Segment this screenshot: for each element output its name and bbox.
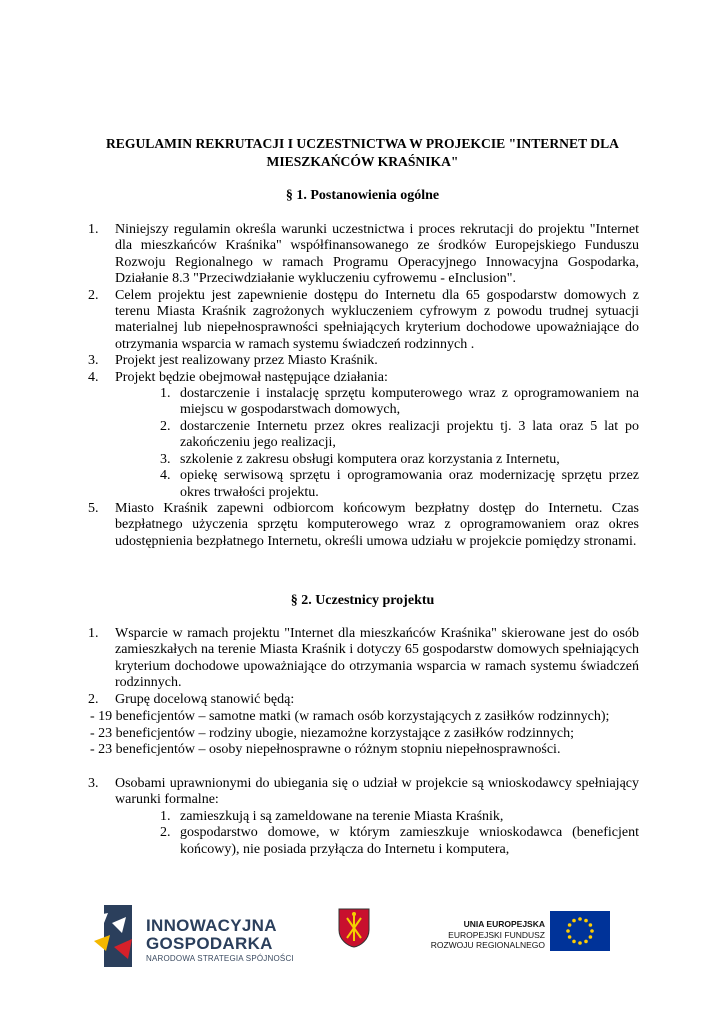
section-1-list bbox=[88, 222, 639, 550]
ig-line-2: GOSPODARKA bbox=[146, 934, 273, 953]
section-2-heading: § 2. Uczestnicy projektu bbox=[290, 593, 435, 608]
list-item bbox=[88, 501, 639, 550]
document-title bbox=[60, 135, 665, 171]
eu-logo-text bbox=[425, 919, 545, 950]
item-number: 3. bbox=[88, 776, 99, 791]
list-item bbox=[88, 692, 639, 708]
sub-item-number: 3. bbox=[160, 451, 171, 467]
sub-item-text: szkolenie z zakresu obsługi komputera oraz korzystania z Internetu, bbox=[180, 451, 560, 467]
sub-item-number: 1. bbox=[160, 386, 171, 402]
footer-logos bbox=[0, 895, 725, 975]
item-number: 2. bbox=[88, 691, 99, 707]
dash-line: - 23 beneficjentów – rodziny ubogie, niezamożne korzystające z zasiłków rodzinnych; bbox=[90, 726, 574, 741]
eu-line-1: UNIA EUROPEJSKA bbox=[463, 919, 545, 929]
sub-list-item bbox=[160, 825, 639, 858]
item-number: 3. bbox=[88, 353, 99, 369]
sub-item-number: 4. bbox=[160, 468, 171, 484]
sub-item-number: 1. bbox=[160, 808, 171, 824]
list-item bbox=[88, 626, 639, 692]
item-text: Wsparcie w ramach projektu "Internet dla mieszkańców Kraśnika" skierowane jest do osób zamieszkałych na terenie Miasta Kraśnik i dotyczy 65 gospodarstw domowych spełniających kryterium dochodowe upoważniające do otrzymania wsparcia w ramach systemu świadczeń rodzinnych. bbox=[115, 626, 639, 691]
item-number: 4. bbox=[88, 369, 99, 385]
sub-list-item bbox=[160, 468, 639, 501]
item-number: 5. bbox=[88, 500, 99, 516]
ig-line-3: NARODOWA STRATEGIA SPÓJNOŚCI bbox=[146, 954, 294, 963]
sub-item-text: dostarczenie i instalację sprzętu komputerowego wraz z oprogramowaniem na miejscu w gospodarstwach domowych, bbox=[180, 386, 639, 418]
eu-line-3: ROZWOJU REGIONALNEGO bbox=[430, 940, 545, 950]
item-text: Projekt jest realizowany przez Miasto Kraśnik. bbox=[115, 353, 378, 369]
ig-logo-text bbox=[146, 917, 294, 965]
list-item bbox=[88, 776, 639, 858]
section-1-heading: § 1. Postanowienia ogólne bbox=[285, 188, 440, 203]
item-text: Grupę docelową stanowić będą: bbox=[115, 691, 295, 707]
sub-item-text: opiekę serwisową sprzętu i oprogramowania oraz modernizację sprzętu przez okres trwałości projektu. bbox=[180, 468, 639, 500]
sub-item-number: 2. bbox=[160, 825, 171, 841]
title-line-2: MIESZKAŃCÓW KRAŚNIKA" bbox=[266, 154, 459, 169]
sub-list bbox=[115, 386, 639, 501]
sub-list-item bbox=[160, 809, 639, 825]
list-item bbox=[88, 222, 639, 288]
item-text: Projekt będzie obejmował następujące działania: bbox=[115, 369, 388, 385]
item-number: 2. bbox=[88, 287, 99, 303]
list-item bbox=[88, 288, 639, 354]
sub-list bbox=[115, 809, 639, 858]
sub-item-text: dostarczenie Internetu przez okres realizacji projektu tj. 3 lata oraz 5 lat po zakończeniu jego realizacji, bbox=[180, 418, 639, 451]
section-2-list-b bbox=[88, 776, 639, 858]
section-2-list-a bbox=[88, 626, 639, 708]
list-item bbox=[88, 370, 639, 501]
krasnik-crest-icon bbox=[338, 908, 370, 948]
item-text: Miasto Kraśnik zapewni odbiorcom końcowym bezpłatny dostęp do Internetu. Czas bezpłatnego użyczenia sprzętu komputerowego wraz z oprogramowaniem oraz okres udostępnienia bezpłatnego Internetu, określi umowa udziału w projekcie pomiędzy stronami. bbox=[115, 500, 639, 549]
ig-line-1: INNOWACYJNA bbox=[146, 916, 277, 935]
list-item bbox=[88, 353, 639, 369]
eu-line-2: EUROPEJSKI FUNDUSZ bbox=[448, 930, 545, 940]
item-text: Celem projektu jest zapewnienie dostępu do Internetu dla 65 gospodarstw domowych z terenu Miasta Kraśnik zagrożonych wykluczeniem cyfrowym z powodu trudnej sytuacji materialnej lub niepełnosprawności spełniających kryterium dochodowe upoważniające do otrzymania wsparcia w ramach systemu świadczeń rodzinnych . bbox=[115, 287, 639, 352]
sub-item-number: 2. bbox=[160, 418, 171, 434]
sub-list-item bbox=[160, 386, 639, 419]
sub-item-text: zamieszkują i są zameldowane na terenie Miasta Kraśnik, bbox=[180, 808, 504, 824]
item-text: Niniejszy regulamin określa warunki uczestnictwa i proces rekrutacji do projektu "Internet dla mieszkańców Kraśnika" współfinansowanego ze środków Europejskiego Funduszu Rozwoju Regionalnego w ramach Programu Operacyjnego Innowacyjna Gospodarka, Działanie 8.3 "Przeciwdziałanie wykluczeniu cyfrowemu - eInclusion". bbox=[115, 222, 639, 287]
innowacyjna-gospodarka-logo-icon bbox=[92, 903, 142, 969]
sub-list-item bbox=[160, 452, 639, 468]
dash-line: - 19 beneficjentów – samotne matki (w ramach osób korzystających z zasiłków rodzinnych); bbox=[90, 709, 610, 724]
item-number: 1. bbox=[88, 222, 99, 237]
sub-list-item bbox=[160, 419, 639, 452]
sub-item-text: gospodarstwo domowe, w którym zamieszkuje wnioskodawca (beneficjent końcowy), nie posiada przyłącza do Internetu i komputera, bbox=[180, 825, 639, 857]
item-text: Osobami uprawnionymi do ubiegania się o udział w projekcie są wnioskodawcy spełniający warunki formalne: bbox=[115, 776, 639, 808]
eu-flag-icon bbox=[550, 911, 610, 951]
title-line-1: REGULAMIN REKRUTACJI I UCZESTNICTWA W PROJEKCIE "INTERNET DLA bbox=[105, 136, 619, 151]
dash-line: - 23 beneficjentów – osoby niepełnosprawne o różnym stopniu niepełnosprawności. bbox=[90, 742, 561, 757]
item-number: 1. bbox=[88, 626, 99, 641]
